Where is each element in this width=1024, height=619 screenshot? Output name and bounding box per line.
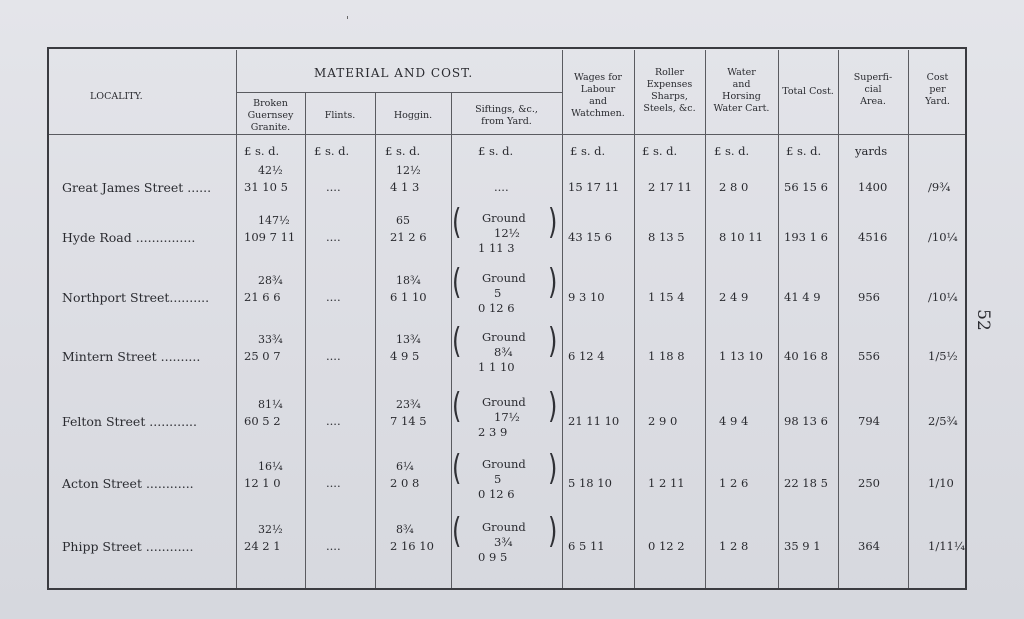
row-siftings-qty: 5 (494, 472, 502, 486)
unit-water: £ s. d. (714, 144, 750, 158)
row-siftings-label: Ground (482, 520, 526, 534)
row-flints: .... (326, 476, 341, 490)
row-area: 250 (858, 476, 880, 490)
col-rule (634, 50, 635, 588)
row-siftings-label: Ground (482, 395, 526, 409)
brace-right: ) (548, 201, 558, 243)
row-locality: Phipp Street ............ (62, 539, 194, 554)
unit-flints: £ s. d. (314, 144, 350, 158)
row-water: 1 2 8 (719, 539, 749, 553)
row-siftings-cost: 0 12 6 (478, 487, 515, 501)
row-cost-yard: /9¾ (928, 180, 951, 194)
row-granite-cost: 21 6 6 (244, 290, 281, 304)
row-area: 556 (858, 349, 880, 363)
row-hoggin-qty: 18¾ (396, 274, 421, 287)
row-water: 1 2 6 (719, 476, 749, 490)
row-wages: 15 17 11 (568, 180, 620, 194)
row-siftings-qty: 3¾ (494, 535, 513, 549)
row-siftings-cost: 0 12 6 (478, 301, 515, 315)
row-siftings-label: Ground (482, 211, 526, 225)
row-granite-qty: 32½ (258, 523, 283, 536)
row-hoggin-qty: 12½ (396, 164, 421, 177)
row-siftings-qty: .... (494, 180, 509, 194)
row-locality: Felton Street ............ (62, 414, 197, 429)
unit-area: yards (855, 144, 888, 158)
row-granite-qty: 33¾ (258, 333, 283, 346)
row-siftings-cost: 0 9 5 (478, 550, 508, 564)
row-roller: 8 13 5 (648, 230, 685, 244)
unit-granite: £ s. d. (244, 144, 280, 158)
row-cost-yard: 2/5¾ (928, 414, 958, 428)
row-cost-yard: 1/5½ (928, 349, 958, 363)
row-cost-yard: 1/11¼ (928, 539, 965, 553)
row-granite-cost: 25 0 7 (244, 349, 281, 363)
brace-left: ( (452, 385, 462, 427)
row-water: 8 10 11 (719, 230, 763, 244)
unit-siftings: £ s. d. (478, 144, 514, 158)
row-siftings-qty: 17½ (494, 410, 520, 424)
row-flints: .... (326, 230, 341, 244)
row-hoggin-cost: 7 14 5 (390, 414, 427, 428)
row-granite-qty: 147½ (258, 214, 290, 227)
col-rule (562, 50, 563, 588)
brace-right: ) (548, 385, 558, 427)
row-hoggin-qty: 65 (396, 214, 410, 227)
row-total: 40 16 8 (784, 349, 828, 363)
row-wages: 5 18 10 (568, 476, 612, 490)
row-flints: .... (326, 180, 341, 194)
row-granite-qty: 42½ (258, 164, 283, 177)
header-roller: Roller Expenses Sharps, Steels, &c. (643, 67, 696, 114)
row-total: 22 18 5 (784, 476, 828, 490)
row-siftings-qty: 12½ (494, 226, 520, 240)
row-granite-qty: 16¼ (258, 460, 283, 473)
row-granite-cost: 109 7 11 (244, 230, 296, 244)
row-area: 794 (858, 414, 880, 428)
col-rule (375, 93, 376, 588)
row-granite-qty: 81¼ (258, 398, 283, 411)
row-flints: .... (326, 414, 341, 428)
row-hoggin-qty: 6¼ (396, 460, 414, 473)
row-siftings-label: Ground (482, 271, 526, 285)
row-siftings-label: Ground (482, 457, 526, 471)
row-locality: Mintern Street .......... (62, 349, 201, 364)
row-roller: 2 17 11 (648, 180, 692, 194)
row-granite-cost: 60 5 2 (244, 414, 281, 428)
row-locality: Northport Street.......... (62, 290, 210, 305)
row-locality: Great James Street ...... (62, 180, 212, 195)
header-siftings: Siftings, &c., from Yard. (475, 104, 538, 127)
row-locality: Hyde Road ............... (62, 230, 196, 245)
row-area: 4516 (858, 230, 888, 244)
row-siftings-qty: 5 (494, 286, 502, 300)
row-cost-yard: /10¼ (928, 290, 958, 304)
row-hoggin-cost: 2 0 8 (390, 476, 420, 490)
header-material: MATERIAL AND COST. (314, 66, 474, 80)
brace-left: ( (452, 510, 462, 552)
header-wages: Wages for Labour and Watchmen. (571, 72, 625, 119)
brace-left: ( (452, 320, 462, 362)
page-mark: ' (346, 14, 350, 27)
col-rule (705, 50, 706, 588)
header-locality: LOCALITY. (90, 91, 143, 102)
row-flints: .... (326, 290, 341, 304)
header-rule (236, 92, 562, 93)
row-locality: Acton Street ............ (62, 476, 194, 491)
row-siftings-cost: 1 11 3 (478, 241, 515, 255)
row-hoggin-cost: 4 1 3 (390, 180, 420, 194)
row-flints: .... (326, 539, 341, 553)
row-wages: 9 3 10 (568, 290, 605, 304)
table-frame (47, 47, 967, 590)
row-granite-cost: 24 2 1 (244, 539, 281, 553)
row-granite-cost: 31 10 5 (244, 180, 288, 194)
row-hoggin-qty: 8¾ (396, 523, 414, 536)
unit-wages: £ s. d. (570, 144, 606, 158)
row-wages: 6 12 4 (568, 349, 605, 363)
row-roller: 0 12 2 (648, 539, 685, 553)
row-water: 1 13 10 (719, 349, 763, 363)
row-flints: .... (326, 349, 341, 363)
row-water: 2 4 9 (719, 290, 749, 304)
row-siftings-qty: 8¾ (494, 345, 513, 359)
row-siftings-label: Ground (482, 330, 526, 344)
row-wages: 21 11 10 (568, 414, 620, 428)
row-roller: 2 9 0 (648, 414, 678, 428)
header-water: Water and Horsing Water Cart. (713, 67, 770, 114)
unit-hoggin: £ s. d. (385, 144, 421, 158)
row-granite-cost: 12 1 0 (244, 476, 281, 490)
row-roller: 1 18 8 (648, 349, 685, 363)
row-hoggin-cost: 6 1 10 (390, 290, 427, 304)
row-hoggin-qty: 23¾ (396, 398, 421, 411)
row-granite-qty: 28¾ (258, 274, 283, 287)
row-siftings-cost: 1 1 10 (478, 360, 515, 374)
brace-left: ( (452, 447, 462, 489)
header-flints: Flints. (324, 110, 356, 121)
brace-left: ( (452, 261, 462, 303)
header-granite: Broken Guernsey Granite. (247, 98, 294, 133)
row-hoggin-cost: 21 2 6 (390, 230, 427, 244)
unit-total: £ s. d. (786, 144, 822, 158)
col-rule (778, 50, 779, 588)
row-water: 4 9 4 (719, 414, 749, 428)
row-water: 2 8 0 (719, 180, 749, 194)
row-wages: 43 15 6 (568, 230, 612, 244)
row-total: 41 4 9 (784, 290, 821, 304)
header-total: Total Cost. (782, 86, 834, 97)
row-roller: 1 15 4 (648, 290, 685, 304)
col-rule (305, 93, 306, 588)
row-siftings-cost: 2 3 9 (478, 425, 508, 439)
row-area: 956 (858, 290, 880, 304)
col-rule (908, 50, 909, 588)
row-cost-yard: /10¼ (928, 230, 958, 244)
brace-right: ) (548, 510, 558, 552)
row-cost-yard: 1/10 (928, 476, 954, 490)
header-area: Superfi- cial Area. (853, 72, 893, 107)
row-roller: 1 2 11 (648, 476, 685, 490)
header-rule (49, 134, 965, 135)
row-total: 35 9 1 (784, 539, 821, 553)
row-hoggin-cost: 4 9 5 (390, 349, 420, 363)
brace-right: ) (548, 320, 558, 362)
row-total: 56 15 6 (784, 180, 828, 194)
row-hoggin-cost: 2 16 10 (390, 539, 434, 553)
header-hoggin: Hoggin. (393, 110, 433, 121)
unit-roller: £ s. d. (642, 144, 678, 158)
header-cost-yard: Cost per Yard. (925, 72, 950, 107)
row-area: 364 (858, 539, 880, 553)
brace-right: ) (548, 447, 558, 489)
row-area: 1400 (858, 180, 888, 194)
row-hoggin-qty: 13¾ (396, 333, 421, 346)
brace-right: ) (548, 261, 558, 303)
col-rule (838, 50, 839, 588)
brace-left: ( (452, 201, 462, 243)
row-total: 98 13 6 (784, 414, 828, 428)
row-total: 193 1 6 (784, 230, 828, 244)
row-wages: 6 5 11 (568, 539, 605, 553)
page-number: 52 (972, 309, 993, 331)
